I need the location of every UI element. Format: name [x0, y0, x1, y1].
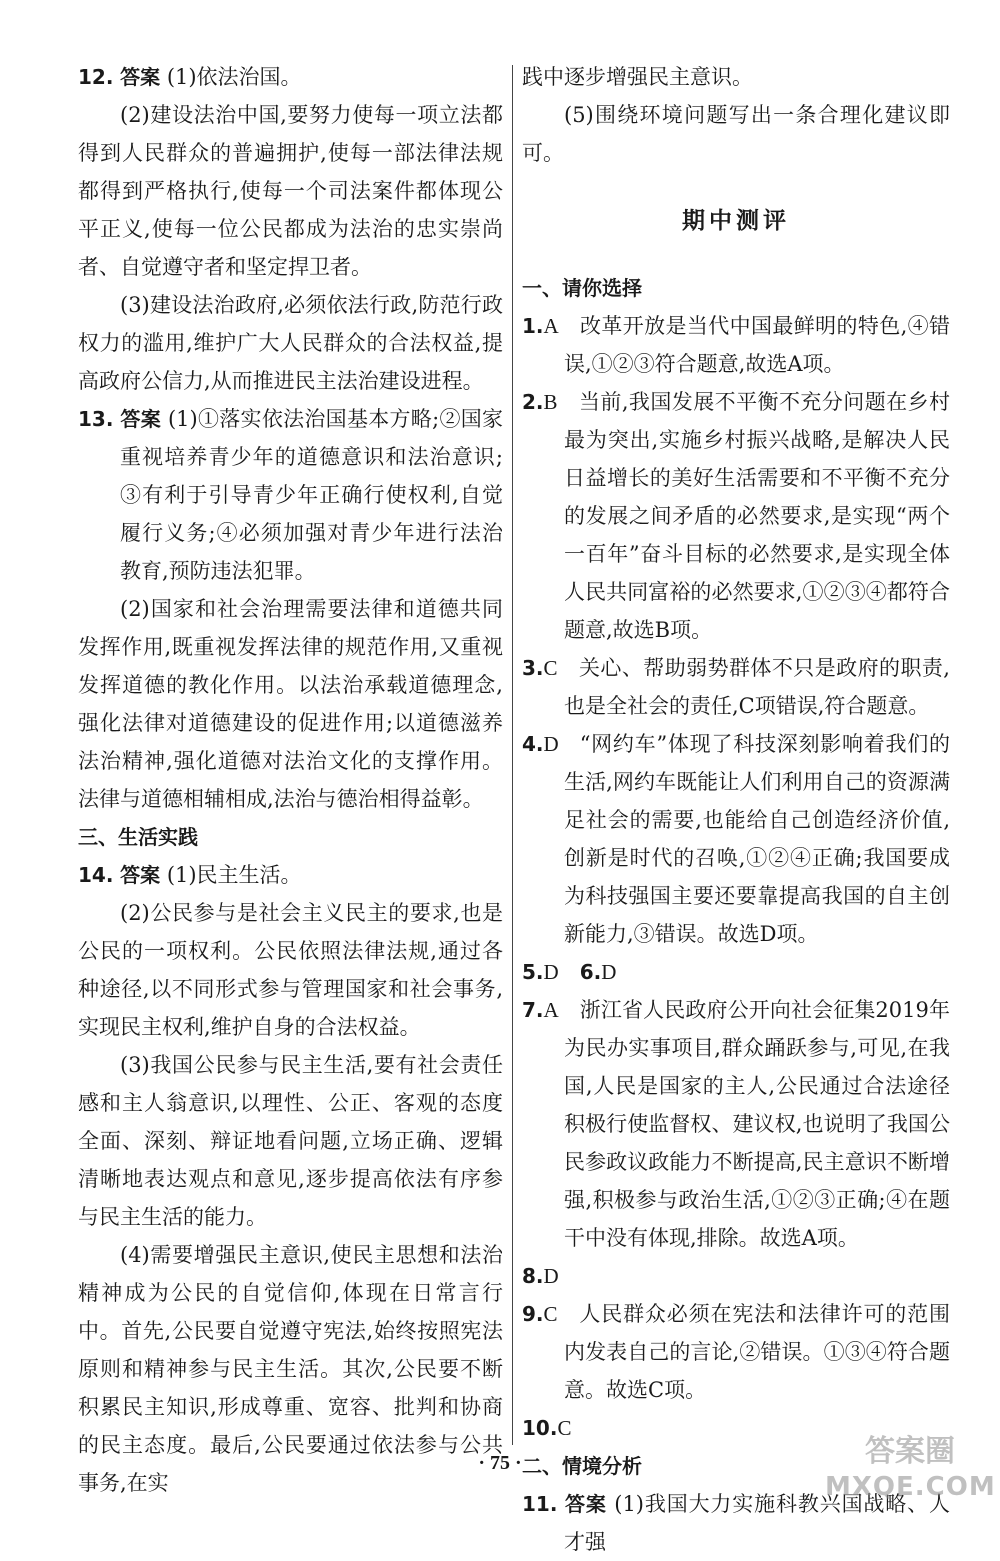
item-answer: D — [543, 1264, 559, 1288]
item-answer: C — [543, 1302, 558, 1326]
section-heading-2: 二、情境分析 — [522, 1454, 642, 1478]
watermark-top-text: 答案圈 — [865, 1434, 955, 1469]
watermark-logo — [805, 1420, 996, 1510]
item-number: 10. — [522, 1416, 558, 1440]
choice-item — [522, 649, 950, 725]
item-number: 6. — [579, 960, 602, 984]
q14-part3: (3)我国公民参与民主生活,要有社会责任感和主人翁意识,以理性、公正、客观的态度全面、深刻、辩证地看问题,立场正确、逻辑清晰地表达观点和意见,逐步提高依法有序参与民主生活的能力。 — [78, 1053, 503, 1229]
choice-item — [522, 383, 950, 649]
item-answer: D — [601, 960, 617, 984]
q14-answer-line — [78, 856, 503, 894]
q12-part1: (1)依法治国。 — [166, 65, 302, 89]
choice-item — [522, 1257, 950, 1295]
q12-part3: (3)建设法治政府,必须依法行政,防范行政权力的滥用,维护广大人民群众的合法权益,提高政府公信力,从而推进民主法治建设进程。 — [78, 293, 503, 393]
column-divider — [512, 65, 513, 1445]
left-column — [78, 58, 503, 1502]
item-answer: A — [543, 998, 559, 1022]
q12-part2: (2)建设法治中国,要努力使每一项立法都得到人民群众的普遍拥护,使每一部法律法规都得到严格执行,使每一个司法案件都体现公平正义,使每一位公民都成为法治的忠实崇尚者、自觉遵守者和坚定捍卫者。 — [78, 103, 503, 279]
choice-item — [522, 953, 950, 991]
item-number: 8. — [522, 1264, 544, 1288]
item-number: 2. — [522, 390, 544, 414]
q11-part1: (1)我国大力实施科教兴国战略、人才强 — [564, 1492, 951, 1554]
choice-item — [522, 991, 950, 1257]
q12-answer-tag: 答案 — [120, 65, 161, 89]
q14-answer-tag: 答案 — [120, 863, 161, 887]
watermark-bottom-text: MXQE.COM — [825, 1472, 996, 1502]
item-answer: B — [543, 390, 558, 414]
choice-item — [522, 725, 950, 953]
item-explanation: 改革开放是当代中国最鲜明的特色,④错误,①②③符合题意,故选A项。 — [564, 314, 950, 376]
section-title: 期中测评 — [682, 208, 790, 234]
item-number: 9. — [522, 1302, 544, 1326]
q12-number: 12. — [78, 65, 114, 89]
q13-answer-tag: 答案 — [120, 407, 161, 431]
right-column — [522, 58, 950, 1561]
choice-item — [522, 307, 950, 383]
item-answer: A — [543, 314, 559, 338]
q13-part2: (2)国家和社会治理需要法律和道德共同发挥作用,既重视发挥法律的规范作用,又重视发挥道德的教化作用。以法治承载道德理念,强化法律对道德建设的促进作用;以道德滋养法治精神,强化道德对法治文化的支撑作用。法律与道德相辅相成,法治与德治相得益彰。 — [78, 597, 503, 811]
q12-answer-line — [78, 58, 503, 96]
item-answer: C — [557, 1416, 572, 1440]
item-explanation: 浙江省人民政府公开向社会征集2019年为民办实事项目,群众踊跃参与,可见,在我国,人民是国家的主人,公民通过合法途径积极行使监督权、建议权,也说明了我国公民参政议政能力不断提高,民主意识不断增强,积极参与政治生活,①②③正确;④在题干中没有体现,排除。故选A项。 — [564, 998, 950, 1250]
q11-number: 11. — [522, 1492, 558, 1516]
item-answer: D — [543, 960, 559, 984]
q11-answer-tag: 答案 — [564, 1492, 607, 1516]
q14-part5: (5)围绕环境问题写出一条合理化建议即可。 — [522, 103, 950, 165]
q14-part1: (1)民主生活。 — [166, 863, 302, 887]
item-explanation: 人民群众必须在宪法和法律许可的范围内发表自己的言论,②错误。①③④符合题意。故选C项。 — [564, 1302, 950, 1402]
section-heading-3: 三、生活实践 — [78, 825, 198, 849]
item-explanation: 关心、帮助弱势群体不只是政府的职责,也是全社会的责任,C项错误,符合题意。 — [564, 656, 950, 718]
q13-number: 13. — [78, 407, 114, 431]
item-number: 1. — [522, 314, 544, 338]
choice-answer-list — [522, 307, 950, 1447]
q14-continued: 践中逐步增强民主意识。 — [522, 65, 753, 89]
item-number: 5. — [522, 960, 544, 984]
q14-number: 14. — [78, 863, 114, 887]
page-number: · 75 · — [478, 1452, 522, 1474]
item-number: 4. — [522, 732, 544, 756]
item-explanation: 当前,我国发展不平衡不充分问题在乡村最为突出,实施乡村振兴战略,是解决人民日益增长的美好生活需要和不平衡不充分的发展之间矛盾的必然要求,是实现“两个一百年”奋斗目标的必然要求,是实现全体人民共同富裕的必然要求,①②③④都符合题意,故选B项。 — [564, 390, 950, 642]
item-number: 7. — [522, 998, 544, 1022]
item-answer: D — [543, 732, 559, 756]
item-explanation: “网约车”体现了科技深刻影响着我们的生活,网约车既能让人们利用自己的资源满足社会的需要,也能给自己创造经济价值,创新是时代的召唤,①②④正确;我国要成为科技强国主要还要靠提高我国的自主创新能力,③错误。故选D项。 — [564, 732, 950, 946]
choice-item — [522, 1295, 950, 1409]
item-answer: C — [543, 656, 558, 680]
item-number: 3. — [522, 656, 544, 680]
q14-part2: (2)公民参与是社会主义民主的要求,也是公民的一项权利。公民依照法律法规,通过各种途径,以不同形式参与管理国家和社会事务,实现民主权利,维护自身的合法权益。 — [78, 901, 503, 1039]
q14-part4: (4)需要增强民主意识,使民主思想和法治精神成为公民的自觉信仰,体现在日常言行中。首先,公民要自觉遵守宪法,始终按照宪法原则和精神参与民主生活。其次,公民要不断积累民主知识,形成尊重、宽容、批判和协商的民主态度。最后,公民要通过依法参与公共事务,在实 — [78, 1243, 503, 1495]
section-heading-1: 一、请你选择 — [522, 276, 642, 300]
q13-part1: (1)①落实依法治国基本方略;②国家重视培养青少年的道德意识和法治意识;③有利于引导青少年正确行使权利,自觉履行义务;④必须加强对青少年进行法治教育,预防违法犯罪。 — [120, 407, 504, 583]
q13-answer-block — [78, 400, 503, 590]
